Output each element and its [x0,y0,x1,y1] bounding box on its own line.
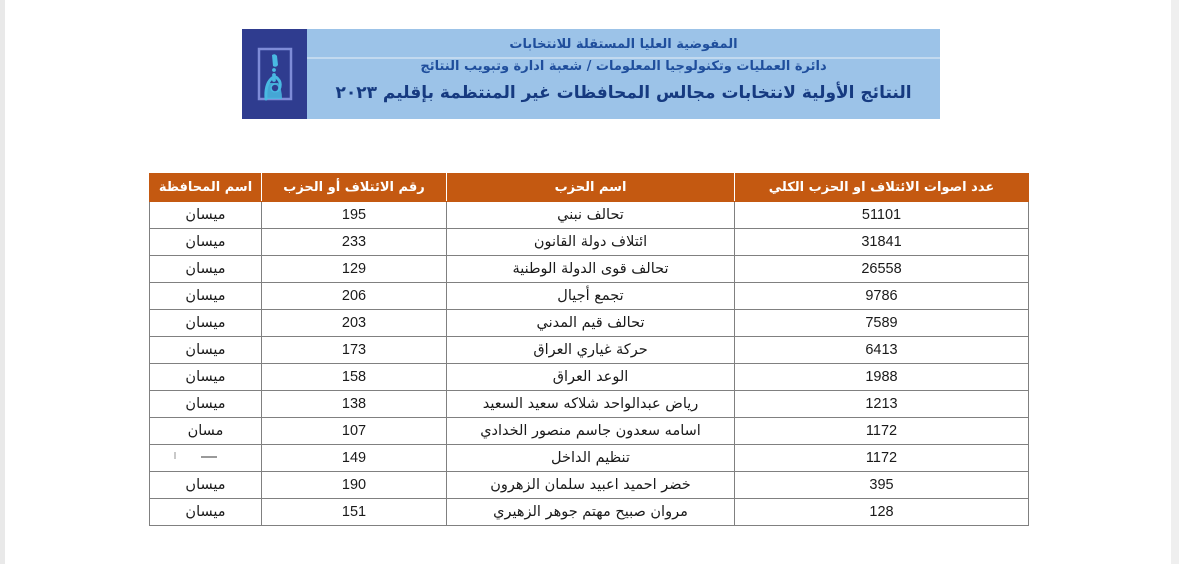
cell-party-number: 151 [262,499,447,526]
cell-party-name: تحالف نبني [447,202,735,229]
cell-governorate: ميسان [150,256,262,283]
column-header-votes: عدد اصوات الائتلاف او الحزب الكلي [735,174,1029,202]
masthead-text-block [307,29,940,119]
cell-party-number: 149 [262,445,447,472]
cell-party-number: 138 [262,391,447,418]
cell-governorate: مسان [150,418,262,445]
cell-party-number: 195 [262,202,447,229]
cell-party-name: خضر احميد اعبيد سلمان الزهرون [447,472,735,499]
table-row [150,283,1029,310]
cell-party-number: 107 [262,418,447,445]
cell-governorate: ميسان [150,283,262,310]
cell-party-name: تحالف قيم المدني [447,310,735,337]
cell-party-name: ائتلاف دولة القانون [447,229,735,256]
cell-governorate: ميسان [150,499,262,526]
cell-party-number: 190 [262,472,447,499]
cell-party-name: تجمع أجيال [447,283,735,310]
scan-edge-left [0,0,5,564]
cell-votes: 51101 [735,202,1029,229]
masthead-banner [242,29,940,119]
ihec-logo [242,29,307,119]
table-row [150,229,1029,256]
cell-votes: 1988 [735,364,1029,391]
table-row [150,364,1029,391]
cell-party-name: مروان صبيح مهتم جوهر الزهيري [447,499,735,526]
cell-votes: 26558 [735,256,1029,283]
table-row [150,445,1029,472]
cell-votes: 7589 [735,310,1029,337]
table-row [150,337,1029,364]
column-header-party-number: رقم الائتلاف أو الحزب [262,174,447,202]
table-row [150,256,1029,283]
cell-party-name: تنظيم الداخل [447,445,735,472]
column-header-party-name: اسم الحزب [447,174,735,202]
cell-governorate: ميسان [150,364,262,391]
cell-party-name: رياض عبدالواحد شلاكه سعيد السعيد [447,391,735,418]
ihec-ballot-box-logo-icon [252,43,298,105]
cell-party-name: اسامه سعدون جاسم منصور الخدادي [447,418,735,445]
column-header-governorate: اسم المحافظة [150,174,262,202]
table-row [150,418,1029,445]
organization-name: المفوضية العليا المستقلة للانتخابات [509,37,738,52]
cell-party-number: 233 [262,229,447,256]
cell-votes: 1172 [735,418,1029,445]
table-row [150,310,1029,337]
cell-governorate: ميسان [150,202,262,229]
table-body [150,202,1029,526]
cell-votes: 395 [735,472,1029,499]
cell-votes: 9786 [735,283,1029,310]
table-header [150,174,1029,202]
cell-votes: 31841 [735,229,1029,256]
cell-governorate: ميسان [150,337,262,364]
cell-party-name: الوعد العراق [447,364,735,391]
table-row [150,499,1029,526]
cell-governorate-illegible [150,445,262,472]
cell-party-number: 158 [262,364,447,391]
table-row [150,391,1029,418]
cell-governorate: ميسان [150,310,262,337]
table-header-row [150,174,1029,202]
document-title: النتائج الأولية لانتخابات مجالس المحافظات غير المنتظمة بإقليم ٢٠٢٣ [335,83,912,103]
table-row [150,472,1029,499]
cell-votes: 1172 [735,445,1029,472]
cell-governorate: ميسان [150,229,262,256]
cell-party-name: تحالف قوى الدولة الوطنية [447,256,735,283]
cell-party-number: 203 [262,310,447,337]
cell-party-name: حركة غياري العراق [447,337,735,364]
cell-party-number: 206 [262,283,447,310]
cell-votes: 128 [735,499,1029,526]
department-name: دائرة العمليات وتكنولوجيا المعلومات / شعبة ادارة وتبويب النتائج [420,59,827,74]
table-row [150,202,1029,229]
cell-votes: 6413 [735,337,1029,364]
cell-votes: 1213 [735,391,1029,418]
cell-governorate: ميساں [150,472,262,499]
cell-party-number: 173 [262,337,447,364]
election-results-table [149,173,1029,526]
scan-edge-right [1171,0,1179,564]
cell-governorate: ميسان [150,391,262,418]
cell-party-number: 129 [262,256,447,283]
